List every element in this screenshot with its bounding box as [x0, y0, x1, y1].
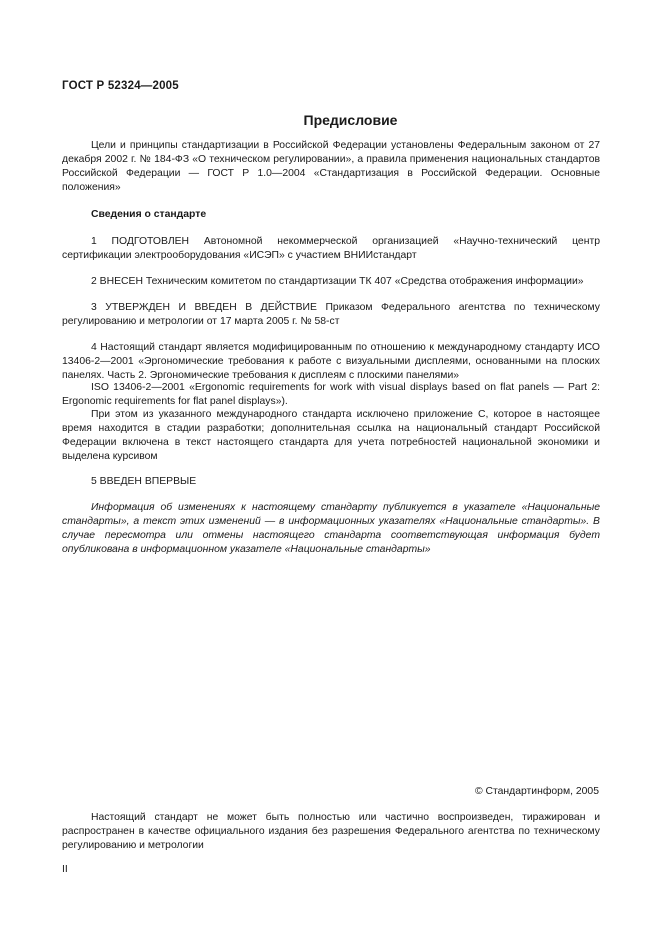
item-modified: 4 Настоящий стандарт является модифицированным по отношению к международному стандарту ИСО 13406-2—2001 «Эргономические требования к работе с визуальными дисплеями, основанными на плоских панелях. Часть 2. Эргономические требования к дисплеям с плоскими панелями» — [62, 342, 600, 381]
page-title: Предисловие — [303, 112, 398, 128]
reproduction-notice: Настоящий стандарт не может быть полностью или частично воспроизведен, тиражирован и распространен в качестве официального издания без разрешения Федерального агентства по техническому регулированию и метрологии — [62, 812, 600, 851]
changes-notice: Информация об изменениях к настоящему стандарту публикуется в указателе «Национальные стандарты», а текст этих изменений — в информационных указателях «Национальные стандарты». В случае пересмотра или отмены настоящего стандарта соответствующая информация будет опубликована в информационном указателе «Национальные стандарты» — [62, 502, 600, 555]
section-heading: Сведения о стандарте — [91, 209, 207, 220]
intro-paragraph: Цели и принципы стандартизации в Российской Федерации установлены Федеральным законом от 27 декабря 2002 г. № 184-ФЗ «О техническом регулировании», а правила применения национальных стандартов Российской Федерации — ГОСТ Р 1.0—2004 «Стандартизация в Российской Федерации. Основные положения» — [62, 140, 600, 193]
item-prepared: 1 ПОДГОТОВЛЕН Автономной некоммерческой организацией «Научно-технический центр сертификации электрооборудования «ИСЭП» с участием ВНИИстандарт — [62, 236, 600, 261]
item-approved: 3 УТВЕРЖДЕН И ВВЕДЕН В ДЕЙСТВИЕ Приказом Федерального агентства по техническому регулированию и метрологии от 17 марта 2005 г. № 58-ст — [62, 302, 600, 327]
document-code: ГОСТ Р 52324—2005 — [62, 80, 179, 92]
item-introduced: 2 ВНЕСЕН Техническим комитетом по стандартизации ТК 407 «Средства отображения информации» — [91, 276, 584, 287]
item-excluded: При этом из указанного международного стандарта исключено приложение С, которое в настоящее время находится в стадии разработки; дополнительная ссылка на национальный стандарт Российской Федерации включена в текст настоящего стандарта для учета потребностей национальной экономики и выделена курсивом — [62, 409, 600, 462]
copyright: © Стандартинформ, 2005 — [474, 786, 599, 797]
page-number: II — [62, 864, 68, 875]
item-iso-reference: ISO 13406-2—2001 «Ergonomic requirements for work with visual displays based on flat panels — Part 2: Ergonomic requirements for flat panel displays»). — [62, 382, 600, 407]
item-first-time: 5 ВВЕДЕН ВПЕРВЫЕ — [91, 476, 197, 487]
